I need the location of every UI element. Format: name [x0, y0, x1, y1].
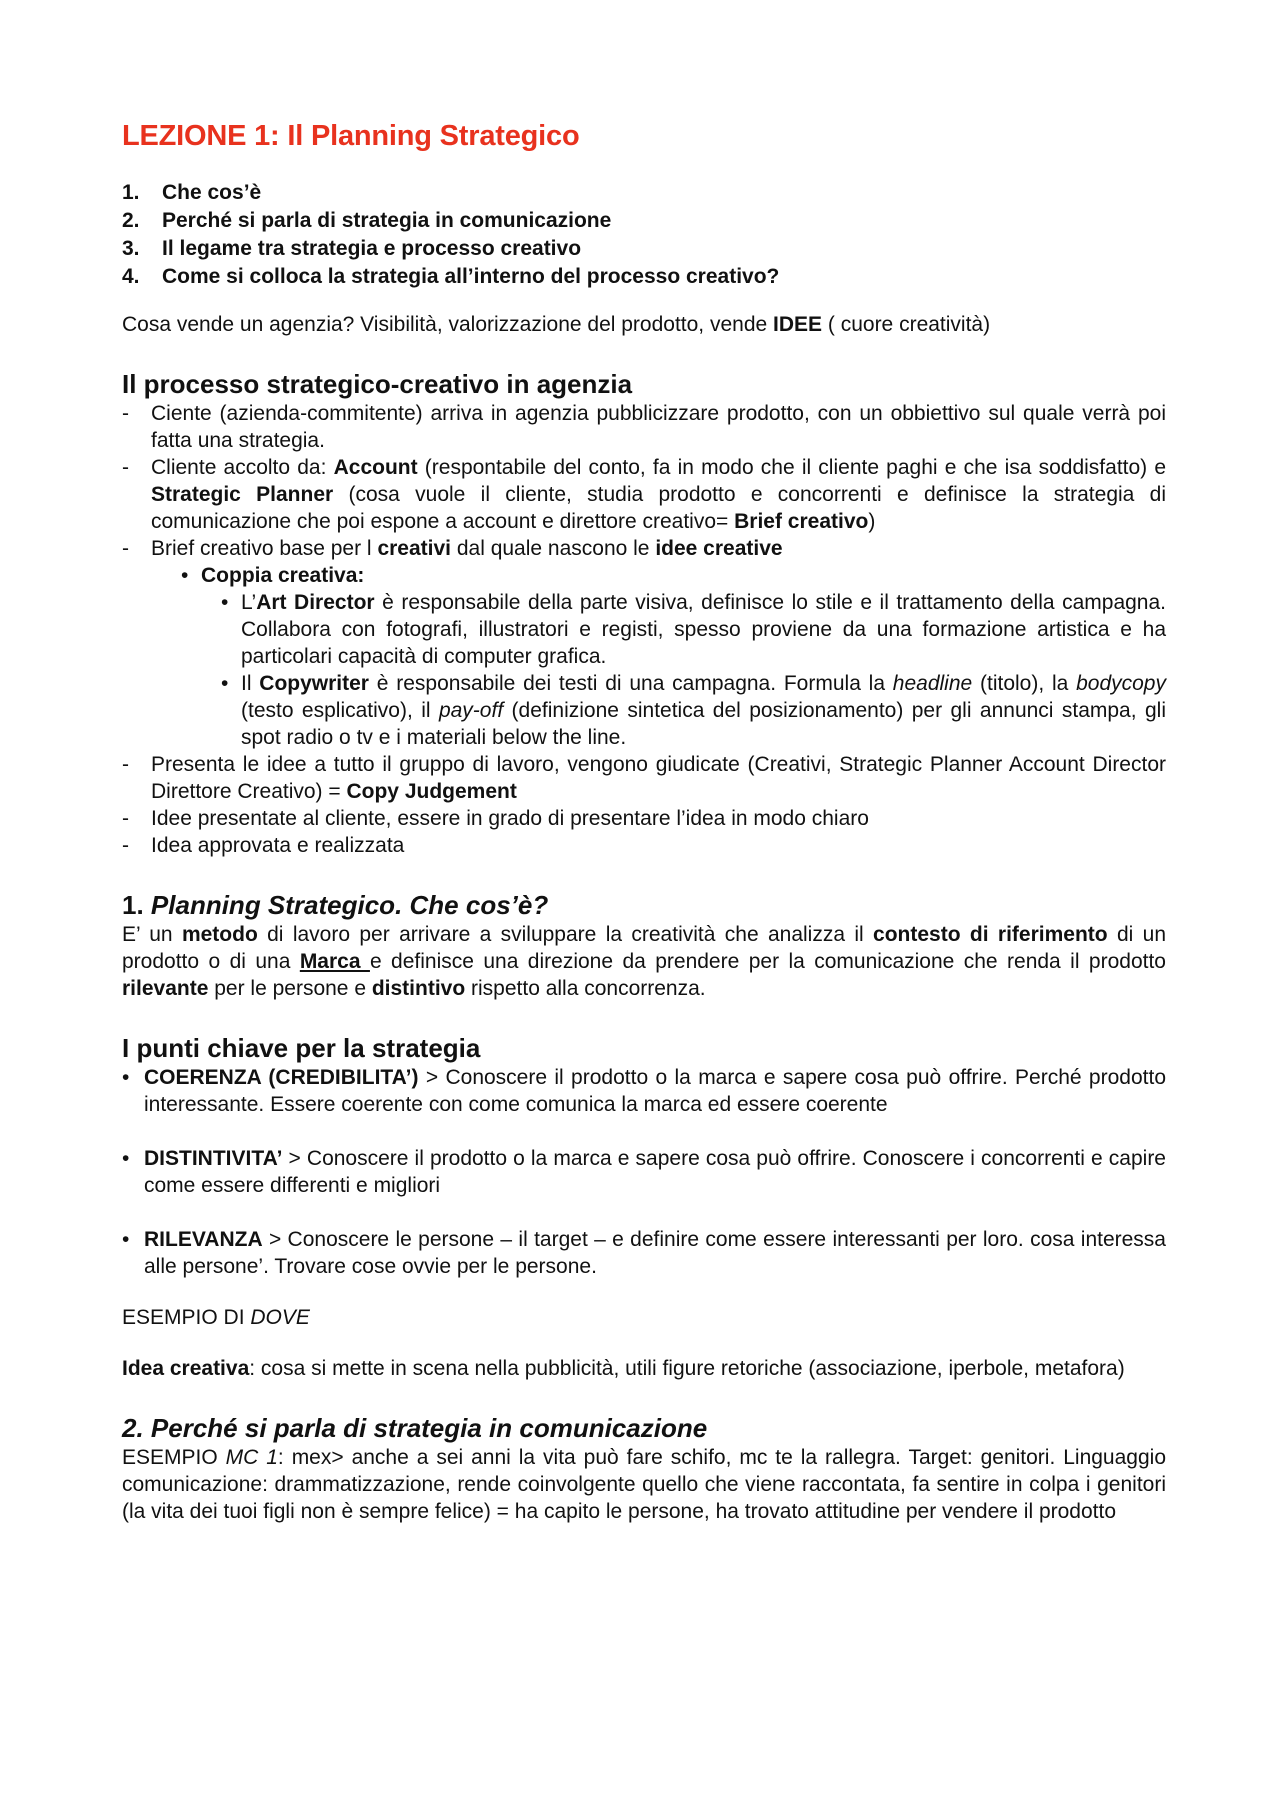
process-heading: Il processo strategico-creativo in agenzia [122, 369, 633, 399]
section2-paragraph: ESEMPIO MC 1: mex> anche a sei anni la vita può fare schifo, mc te la rallegra. Target: genitori. Linguaggio comunicazione: drammatizzazione, rende coinvolgente quello che viene raccontata, fa sentire in colpa i genitori (la vita dei tuoi figli non è sempre felice) = ha capito le persone, ha trovato attitudine per vendere il prodotto [122, 1446, 1166, 1523]
spacer [122, 1118, 1166, 1145]
list-item: • Coppia creativa: • L’Art Director è responsabile della parte visiva, definisce lo stile e il trattamento della campagna. Collabora con fotografi, illustratori e registi, spesso proviene da una formazione artistica e ha particolari capacità di computer grafica. • Il Copywriter è responsabile dei testi di una campagna. Formula la headline (titolo), la bodycopy (testo esplicativo), il pay-off (definizione sintetica del posizionamento) per gli annunci stampa, gli spot radio o tv e i materiali below the line. [181, 564, 1166, 749]
process-list [122, 400, 1166, 859]
document-page [122, 120, 1166, 1525]
esempio-dove: ESEMPIO DI DOVE [122, 1306, 310, 1329]
sub-sub-list [201, 589, 1166, 751]
list-item: - Brief creativo base per l creativi dal quale nascono le idee creative • Coppia creativa: • L’Art Director è responsabile della parte visiva, definisce lo stile e il trattamento della campagna. Collabora con fotografi, illustratori e registi, spesso proviene da una formazione artistica e ha particolari capacità di computer grafica. • Il Copywriter è responsabile dei testi di una campagna. Formula la headline (titolo), la bodycopy (testo esplicativo), il pay-off (definizione sintetica del posizionamento) per gli annunci stampa, gli spot radio o tv e i materiali below the line. [122, 537, 1166, 749]
section1-heading: 1. Planning Strategico. Che cos’è? [122, 890, 549, 920]
toc-item: 4. Come si colloca la strategia all’interno del processo creativo? [122, 265, 780, 288]
list-item: - Idea approvata e realizzata [122, 834, 405, 857]
list-item-art-director: • L’Art Director è responsabile della parte visiva, definisce lo stile e il trattamento della campagna. Collabora con fotografi, illustratori e registi, spesso proviene da una formazione artistica e ha particolari capacità di computer grafica. [221, 591, 1166, 668]
spacer [122, 1199, 1166, 1226]
section2-heading: 2. Perché si parla di strategia in comunicazione [122, 1413, 708, 1443]
page-title: LEZIONE 1: Il Planning Strategico [122, 120, 580, 152]
idea-creativa-paragraph: Idea creativa: cosa si mette in scena nella pubblicità, utili figure retoriche (associazione, iperbole, metafora) [122, 1357, 1125, 1380]
section1-paragraph: E’ un metodo di lavoro per arrivare a sviluppare la creatività che analizza il contesto di riferimento di un prodotto o di una Marca e definisce una direzione da prendere per la comunicazione che renda il prodotto rilevante per le persone e distintivo rispetto alla concorrenza. [122, 923, 1167, 1000]
list-item-rilevanza: • RILEVANZA > Conoscere le persone – il target – e definire come essere interessanti per loro. cosa interessa alle persone’. Trovare cose ovvie per le persone. [122, 1228, 1166, 1278]
list-item-copywriter: • Il Copywriter è responsabile dei testi di una campagna. Formula la headline (titolo), la bodycopy (testo esplicativo), il pay-off (definizione sintetica del posizionamento) per gli annunci stampa, gli spot radio o tv e i materiali below the line. [221, 672, 1166, 749]
toc-item: 2. Perché si parla di strategia in comunicazione [122, 209, 612, 232]
toc-item: 1. Che cos’è [122, 181, 262, 204]
keypoints-list [122, 1064, 1166, 1280]
keypoints-heading: I punti chiave per la strategia [122, 1033, 481, 1063]
list-item: - Idee presentate al cliente, essere in grado di presentare l’idea in modo chiaro [122, 807, 869, 830]
table-of-contents [122, 179, 1166, 291]
list-item: - Ciente (azienda-commitente) arriva in agenzia pubblicizzare prodotto, con un obbiettivo sul quale verrà poi fatta una strategia. [122, 402, 1166, 452]
list-item: - Cliente accolto da: Account (respontabile del conto, fa in modo che il cliente paghi e che isa soddisfatto) e Strategic Planner (cosa vuole il cliente, studia prodotto e concorrenti e definisce la strategia di comunicazione che poi espone a account e direttore creativo= Brief creativo) [122, 456, 1167, 533]
list-item-coerenza: • COERENZA (CREDIBILITA’) > Conoscere il prodotto o la marca e sapere cosa può offrire. Perché prodotto interessante. Essere coerente con come comunica la marca ed essere coerente [122, 1066, 1166, 1116]
list-item-distintivita: • DISTINTIVITA’ > Conoscere il prodotto o la marca e sapere cosa può offrire. Conoscere i concorrenti e capire come essere differenti e migliori [122, 1147, 1166, 1197]
sub-list [151, 562, 1166, 751]
intro-paragraph: Cosa vende un agenzia? Visibilità, valorizzazione del prodotto, vende IDEE ( cuore creatività) [122, 313, 991, 336]
toc-item: 3. Il legame tra strategia e processo creativo [122, 237, 582, 260]
list-item: - Presenta le idee a tutto il gruppo di lavoro, vengono giudicate (Creativi, Strategic Planner Account Director Direttore Creativo) = Copy Judgement [122, 753, 1166, 803]
